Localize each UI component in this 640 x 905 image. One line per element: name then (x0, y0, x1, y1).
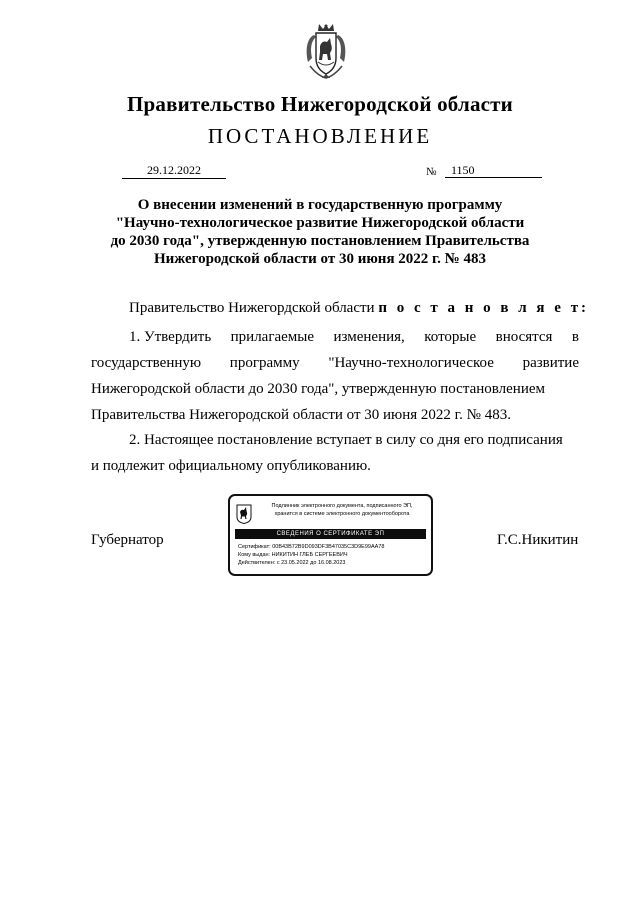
certificate-details (238, 543, 384, 567)
number-label: № (426, 166, 437, 178)
word: прилагаемые (230, 329, 315, 345)
intro-text: Правительство Нижегордской области (129, 300, 375, 316)
paragraph-line (91, 350, 579, 376)
coat-of-arms-icon (304, 22, 348, 80)
paragraph-1 (91, 324, 579, 428)
word: развитие (522, 355, 579, 371)
document-subject (60, 196, 580, 268)
word: "Научно-технологическое (328, 355, 494, 371)
word: которые (424, 329, 477, 345)
subject-line: "Научно-технологическое развитие Нижегородской области (115, 215, 525, 231)
paragraph-line (91, 324, 579, 350)
document-number: 1150 (445, 163, 542, 178)
word: изменения, (333, 329, 405, 345)
stamp-header-line: Подлинник электронного документа, подписанного ЭП, (271, 503, 413, 509)
paragraph-2 (91, 427, 579, 479)
word: в (571, 329, 579, 345)
paragraph-line: 2. Настоящее постановление вступает в силу со дня его подписания (129, 432, 563, 448)
stamp-header (256, 502, 428, 518)
certificate-id: Сертификат: 00B43B72B9D093DF3B47035C3D9E99AA78 (238, 544, 385, 550)
paragraph-line: Правительства Нижегородской области от 30 июня 2022 г. № 483. (91, 407, 511, 423)
subject-line: до 2030 года", утвержденную постановлением Правительства (110, 233, 530, 249)
certificate-validity: Действителен: с 23.05.2022 до 16.08.2023 (238, 560, 346, 566)
word: вносятся (495, 329, 553, 345)
word: 1. Утвердить (129, 329, 212, 345)
word: программу (229, 355, 300, 371)
subject-line: Нижегородской области от 30 июня 2022 г. № 483 (153, 251, 486, 267)
document-date: 29.12.2022 (122, 163, 226, 179)
word: государственную (91, 355, 202, 371)
government-name: Правительство Нижегородской области (127, 92, 513, 116)
paragraph-line: Нижегородской области до 2030 года", утвержденную постановлением (91, 381, 545, 397)
intro-verb: п о с т а н о в л я е т: (378, 300, 590, 316)
signatory-role: Губернатор (91, 532, 164, 548)
resolution-intro (91, 300, 590, 317)
document-type: ПОСТАНОВЛЕНИЕ (207, 124, 433, 148)
paragraph-line: и подлежит официальному опубликованию. (91, 458, 371, 474)
deer-emblem-icon (236, 504, 252, 524)
certificate-info-bar: СВЕДЕНИЯ О СЕРТИФИКАТЕ ЭП (235, 529, 426, 539)
signatory-name: Г.С.Никитин (497, 532, 579, 548)
certificate-owner: Кому выдан: НИКИТИН ГЛЕБ СЕРГЕЕВИЧ (238, 552, 348, 558)
stamp-header-line: хранится в системе электронного документооборота (274, 511, 410, 517)
subject-line: О внесении изменений в государственную программу (137, 197, 503, 213)
e-signature-stamp (228, 494, 433, 576)
